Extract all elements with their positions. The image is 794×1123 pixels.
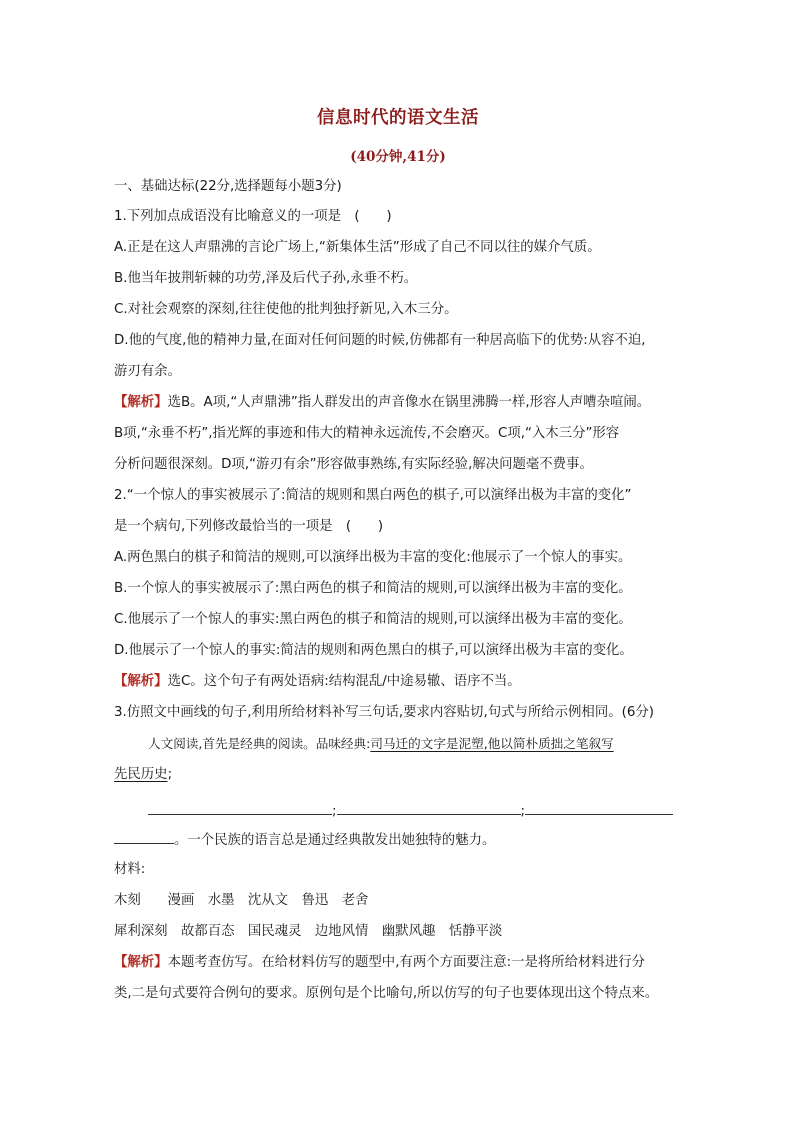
q3-underlined-example: 司马迁的文字是泥塑,他以简朴质拙之笔叙写 bbox=[370, 736, 614, 751]
q3-blank-1[interactable] bbox=[148, 800, 332, 815]
q1-answer-line3: 分析问题很深刻。D项,“游刃有余”形容做事熟练,有实际经验,解决问题毫不费事。 bbox=[114, 457, 593, 472]
q3-underlined-example-end: 先民历史 bbox=[114, 767, 168, 782]
q1-option-d-line1: D.他的气度,他的精神力量,在面对任何问题的时候,仿佛都有一种居高临下的优势:从容不迫, bbox=[114, 333, 646, 348]
q3-answer-line2: 类,二是句式要符合例句的要求。原例句是个比喻句,所以仿写的句子也要体现出这个特点来。 bbox=[114, 986, 659, 1001]
q3-blanks-line1 bbox=[114, 800, 682, 822]
q3-materials-row2: 犀利深刻 故都百态 国民魂灵 边地风情 幽默风趣 恬静平淡 bbox=[114, 924, 503, 939]
answer-tag: 【解析】 bbox=[114, 395, 168, 410]
q3-materials-row1: 木刻 漫画 水墨 沈从文 鲁迅 老舍 bbox=[114, 893, 369, 908]
q3-passage-line1 bbox=[148, 734, 716, 754]
q2-option-a: A.两色黑白的棋子和简洁的规则,可以演绎出极为丰富的变化:他展示了一个惊人的事实。 bbox=[114, 550, 632, 565]
q1-option-d-line2: 游刃有余。 bbox=[114, 364, 181, 379]
q3-blank-3-cont[interactable] bbox=[114, 829, 174, 844]
q2-option-b: B.一个惊人的事实被展示了:黑白两色的棋子和简洁的规则,可以演绎出极为丰富的变化。 bbox=[114, 581, 632, 596]
page-subtitle: (40分钟,41分) bbox=[350, 149, 446, 165]
q3-blank-tail: 。一个民族的语言总是通过经典散发出她独特的魅力。 bbox=[174, 833, 496, 848]
q1-option-a: A.正是在这人声鼎沸的言论广场上,“新集体生活”形成了自己不同以往的媒介气质。 bbox=[114, 240, 601, 255]
q3-blank-3[interactable] bbox=[525, 800, 673, 815]
q3-material-label: 材料: bbox=[114, 862, 146, 877]
q3-passage-line2 bbox=[114, 765, 682, 785]
q1-answer-text: 选B。A项,“人声鼎沸”指人群发出的声音像水在锅里沸腾一样,形容人声嘈杂喧闹。 bbox=[167, 395, 651, 410]
answer-tag: 【解析】 bbox=[114, 955, 168, 970]
q1-option-c: C.对社会观察的深刻,往往使他的批判独抒新见,入木三分。 bbox=[114, 302, 458, 317]
q3-blanks-line2 bbox=[114, 829, 682, 851]
q2-option-c: C.他展示了一个惊人的事实:黑白两色的棋子和简洁的规则,可以演绎出极为丰富的变化。 bbox=[114, 612, 632, 627]
q1-answer-line1 bbox=[114, 393, 682, 413]
q3-blank-separator: ; bbox=[520, 804, 526, 819]
q1-stem: 1.下列加点成语没有比喻意义的一项是 ( ) bbox=[114, 209, 392, 224]
q3-passage-lead: 人文阅读,首先是经典的阅读。品味经典: bbox=[148, 736, 371, 751]
q2-answer bbox=[114, 672, 682, 692]
q3-answer-line1 bbox=[114, 953, 682, 973]
q3-stem: 3.仿照文中画线的句子,利用所给材料补写三句话,要求内容贴切,句式与所给示例相同。(6分) bbox=[114, 705, 654, 720]
q3-blank-separator: ; bbox=[332, 804, 337, 819]
q1-answer-line2: B项,“永垂不朽”,指光辉的事迹和伟大的精神永远流传,不会磨灭。C项,“入木三分”形容 bbox=[114, 426, 620, 441]
q3-passage-semicolon: ; bbox=[167, 767, 173, 782]
q1-option-b: B.他当年披荆斩棘的功劳,泽及后代子孙,永垂不朽。 bbox=[114, 271, 418, 286]
q2-stem-line2: 是一个病句,下列修改最恰当的一项是 ( ) bbox=[114, 519, 384, 534]
q2-answer-text: 选C。这个句子有两处语病:结构混乱/中途易辙、语序不当。 bbox=[167, 674, 521, 689]
q2-option-d: D.他展示了一个惊人的事实:简洁的规则和两色黑白的棋子,可以演绎出极为丰富的变化。 bbox=[114, 643, 633, 658]
q2-stem-line1: 2.“一个惊人的事实被展示了:简洁的规则和黑白两色的棋子,可以演绎出极为丰富的变化” bbox=[114, 488, 632, 503]
page-title: 信息时代的语文生活 bbox=[317, 108, 479, 128]
section-heading: 一、基础达标(22分,选择题每小题3分) bbox=[114, 179, 342, 194]
q3-blank-2[interactable] bbox=[337, 800, 521, 815]
answer-tag: 【解析】 bbox=[114, 674, 168, 689]
q3-answer-text: 本题考查仿写。在给材料仿写的题型中,有两个方面要注意:一是将所给材料进行分 bbox=[167, 955, 645, 970]
